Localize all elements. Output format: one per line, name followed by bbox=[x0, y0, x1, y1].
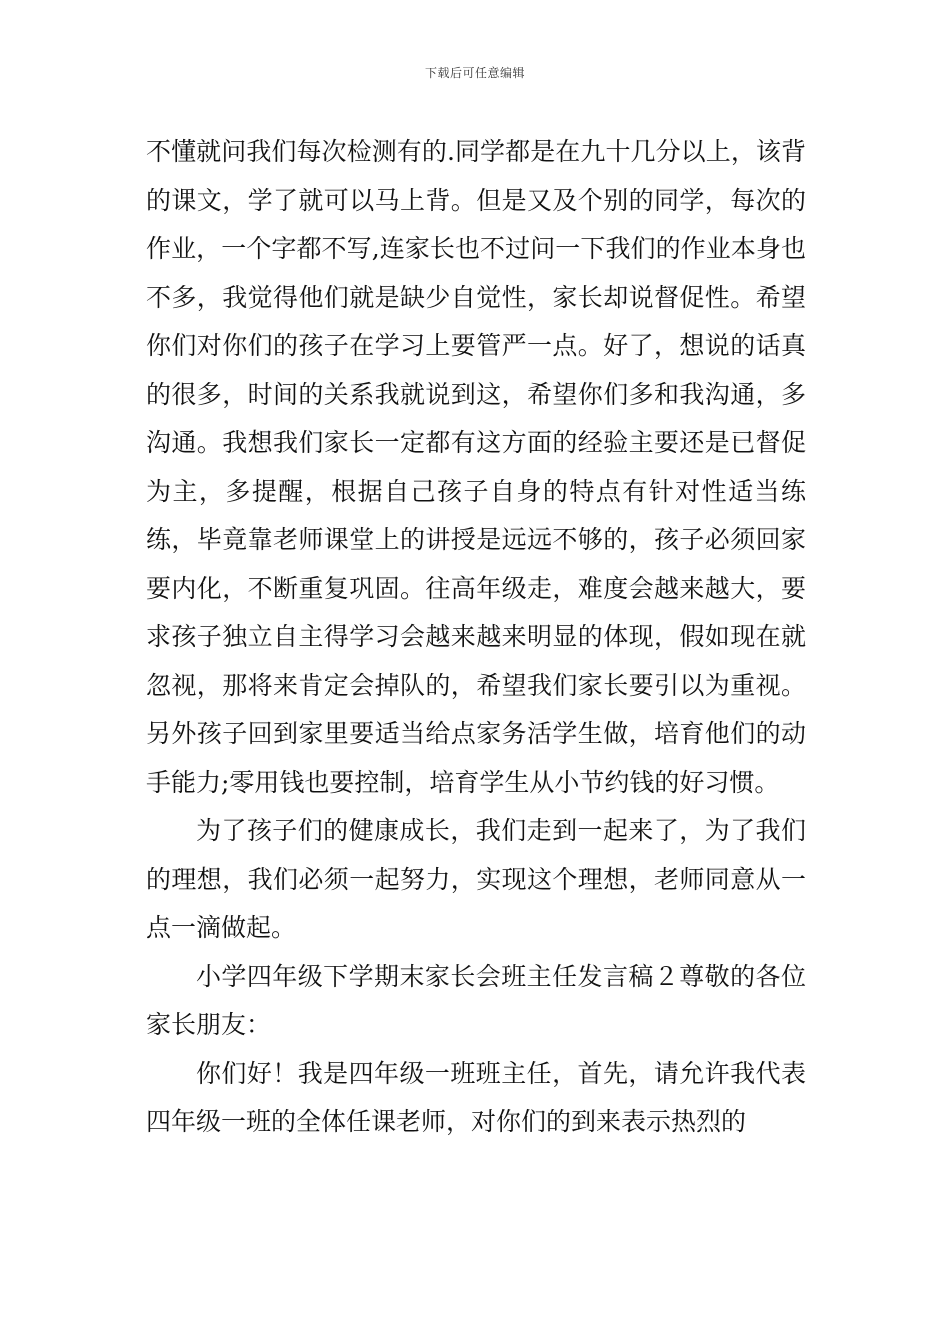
paragraph-continuation: 不懂就问我们每次检测有的.同学都是在九十几分以上，该背的课文，学了就可以马上背。但是又及个别的同学，每次的作业，一个字都不写,连家长也不过问一下我们的作业本身也不多，我觉得他们就是缺少自觉性，家长却说督促性。希望你们对你们的孩子在学习上要管严一点。好了，想说的话真的很多，时间的关系我就说到这，希望你们多和我沟通，多沟通。我想我们家长一定都有这方面的经验主要还是已督促为主，多提醒，根据自己孩子自身的特点有针对性适当练练，毕竟靠老师课堂上的讲授是远远不够的，孩子必须回家要内化，不断重复巩固。往高年级走，难度会越来越大，要求孩子独立自主得学习会越来越来明显的体现，假如现在就忽视，那将来肯定会掉队的，希望我们家长要引以为重视。另外孩子回到家里要适当给点家务活学生做，培育他们的动手能力;零用钱也要控制，培育学生从小节约钱的好习惯。 bbox=[146, 137, 806, 797]
paragraph-section-title: 小学四年级下学期末家长会班主任发言稿２尊敬的各位家长朋友： bbox=[146, 961, 806, 1039]
paragraph-greeting: 你们好！我是四年级一班班主任，首先，请允许我代表四年级一班的全体任课老师，对你们的到来表示热烈的 bbox=[146, 1058, 806, 1136]
paragraph-closing: 为了孩子们的健康成长，我们走到一起来了，为了我们的理想，我们必须一起努力，实现这个理想，老师同意从一点一滴做起。 bbox=[146, 816, 806, 942]
page-header-note: 下载后可任意编辑 bbox=[424, 66, 525, 80]
document-body bbox=[146, 128, 806, 1147]
